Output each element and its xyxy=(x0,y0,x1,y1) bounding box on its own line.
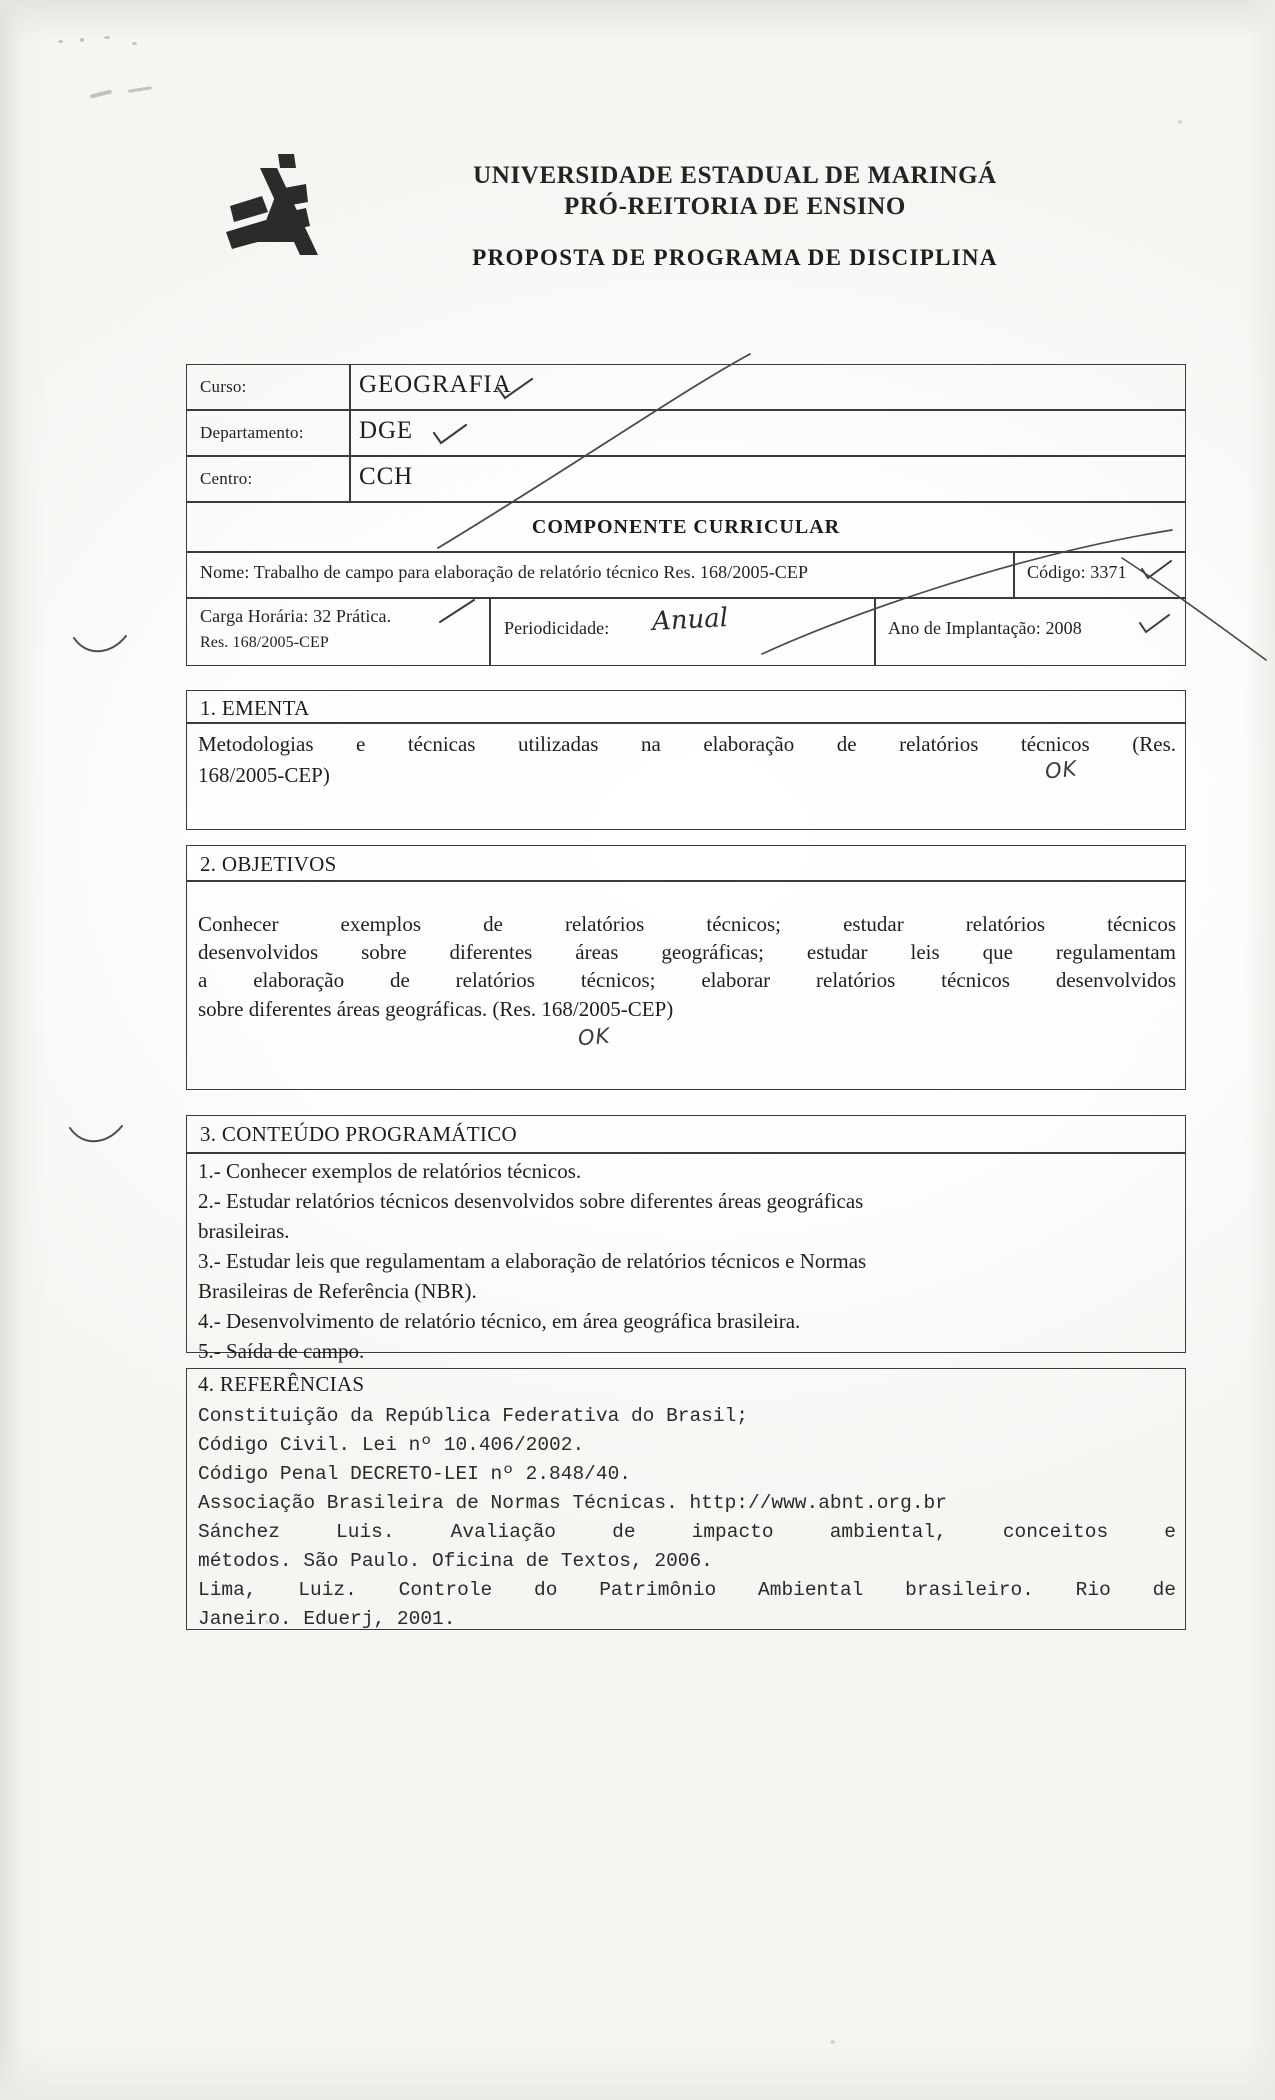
scan-speck xyxy=(830,2040,835,2044)
referencia-2: Código Civil. Lei nº 10.406/2002. xyxy=(198,1434,585,1456)
departamento-value: DGE xyxy=(359,417,414,444)
scan-speck xyxy=(132,42,137,45)
centro-label: Centro: xyxy=(200,469,253,488)
identification-row-divider-1 xyxy=(186,409,1186,411)
conteudo-item-5: 5.- Saída de campo. xyxy=(198,1339,365,1363)
scan-edge-shadow-right xyxy=(1245,0,1275,2100)
scan-speck xyxy=(104,36,110,39)
scan-speck xyxy=(90,89,112,98)
objetivos-ok-annotation: OK xyxy=(577,1023,612,1051)
objetivos-line-1: Conhecer exemplos de relatórios técnicos; estudar relatórios técnicos xyxy=(198,912,1176,936)
conteudo-item-2-line-1: 2.- Estudar relatórios técnicos desenvolvidos sobre diferentes áreas geográficas xyxy=(198,1189,864,1213)
departamento-label: Departamento: xyxy=(200,423,304,442)
scan-speck xyxy=(80,38,84,42)
objetivos-title-divider xyxy=(186,880,1186,882)
referencia-3: Código Penal DECRETO-LEI nº 2.848/40. xyxy=(198,1463,631,1485)
objetivos-line-3: a elaboração de relatórios técnicos; elaborar relatórios técnicos desenvolvidos xyxy=(198,968,1176,992)
scan-speck xyxy=(1178,120,1182,124)
identification-table xyxy=(186,364,1186,502)
form-title: PROPOSTA DE PROGRAMA DE DISCIPLINA xyxy=(472,245,998,270)
university-name: UNIVERSIDADE ESTADUAL DE MARINGÁ xyxy=(473,162,997,189)
ementa-title-divider xyxy=(186,722,1186,724)
referencias-title: 4. REFERÊNCIAS xyxy=(198,1372,365,1396)
carga-horaria-line2: Res. 168/2005-CEP xyxy=(200,634,329,651)
curso-label: Curso: xyxy=(200,377,247,396)
componente-nome-divider xyxy=(186,597,1186,599)
ementa-ok-annotation: OK xyxy=(1043,756,1079,784)
conteudo-item-3-line-2: Brasileiras de Referência (NBR). xyxy=(198,1279,477,1303)
objetivos-line-2: desenvolvidos sobre diferentes áreas geográficas; estudar leis que regulamentam xyxy=(198,940,1176,964)
scan-speck xyxy=(58,40,63,43)
margin-pen-squiggle-1 xyxy=(70,630,130,660)
conteudo-item-1: 1.- Conhecer exemplos de relatórios técnicos. xyxy=(198,1159,582,1183)
componente-heading-divider xyxy=(186,551,1186,553)
conteudo-item-2-line-2: brasileiras. xyxy=(198,1219,290,1243)
referencia-5-line-2: métodos. São Paulo. Oficina de Textos, 2006. xyxy=(198,1550,713,1572)
conteudo-item-3-line-1: 3.- Estudar leis que regulamentam a elaboração de relatórios técnicos e Normas xyxy=(198,1249,867,1273)
componente-codigo-divider xyxy=(1013,551,1015,597)
referencia-6-line-2: Janeiro. Eduerj, 2001. xyxy=(198,1608,456,1630)
centro-value: CCH xyxy=(359,463,414,490)
curso-value: GEOGRAFIA xyxy=(359,371,512,398)
identification-row-divider-2 xyxy=(186,455,1186,457)
componente-codigo: Código: 3371 xyxy=(1027,562,1127,582)
header-title-group xyxy=(345,160,1125,222)
ementa-line-2: 168/2005-CEP) xyxy=(198,763,330,787)
ementa-title: 1. EMENTA xyxy=(200,696,310,720)
conteudo-title-divider xyxy=(186,1152,1186,1154)
ementa-line-1: Metodologias e técnicas utilizadas na elaboração de relatórios técnicos (Res. xyxy=(198,732,1176,756)
referencia-6-line-1: Lima, Luiz. Controle do Patrimônio Ambiental brasileiro. Rio de xyxy=(198,1579,1176,1601)
ano-implantacao: Ano de Implantação: 2008 xyxy=(888,618,1082,638)
office-name: PRÓ-REITORIA DE ENSINO xyxy=(564,193,906,220)
referencia-5-line-1: Sánchez Luis. Avaliação de impacto ambiental, conceitos e xyxy=(198,1521,1176,1543)
scan-edge-shadow-bottom xyxy=(0,2040,1275,2100)
referencia-4: Associação Brasileira de Normas Técnicas. http://www.abnt.org.br xyxy=(198,1492,947,1514)
referencia-1: Constituição da República Federativa do Brasil; xyxy=(198,1405,748,1427)
scan-edge-shadow-top xyxy=(0,0,1275,40)
margin-pen-squiggle-2 xyxy=(66,1120,126,1150)
scan-speck xyxy=(128,86,152,93)
conteudo-item-4: 4.- Desenvolvimento de relatório técnico, em área geográfica brasileira. xyxy=(198,1309,801,1333)
carga-horaria-line1: Carga Horária: 32 Prática. xyxy=(200,606,392,626)
objetivos-title: 2. OBJETIVOS xyxy=(200,852,337,876)
conteudo-title: 3. CONTEÚDO PROGRAMÁTICO xyxy=(200,1122,517,1146)
periodicidade-value-handwritten: Anual xyxy=(651,603,729,637)
uem-logo-icon xyxy=(222,150,342,260)
componente-ano-divider xyxy=(874,597,876,666)
objetivos-line-4: sobre diferentes áreas geográficas. (Res. 168/2005-CEP) xyxy=(198,997,674,1021)
ementa-section xyxy=(186,690,1186,830)
componente-heading: COMPONENTE CURRICULAR xyxy=(531,516,841,538)
scan-edge-shadow-left xyxy=(0,0,46,2100)
componente-periodicidade-divider xyxy=(489,597,491,666)
periodicidade-label: Periodicidade: xyxy=(504,618,610,638)
identification-column-divider xyxy=(349,364,351,502)
componente-nome: Nome: Trabalho de campo para elaboração de relatório técnico Res. 168/2005-CEP xyxy=(200,562,809,582)
